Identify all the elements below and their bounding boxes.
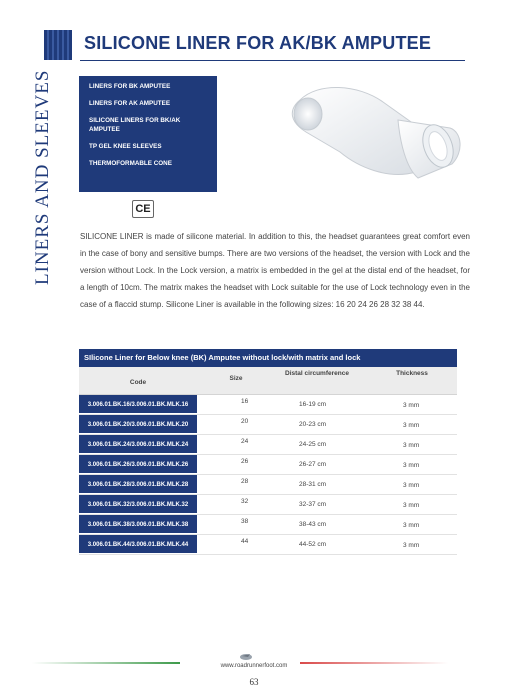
cell-size: 38 [241, 518, 249, 525]
cell-distal: 28-31 cm [299, 481, 327, 488]
cell-thickness: 3 mm [403, 402, 420, 409]
cell-code: 3.006.01.BK.28/3.006.01.BK.MLK.28 [79, 475, 197, 494]
header-accent-bar [44, 30, 72, 60]
menu-item-bk-liners[interactable]: LINERS FOR BK AMPUTEE [89, 83, 171, 90]
table-header-row [79, 367, 457, 395]
section-side-label [28, 69, 58, 285]
footer-website-link[interactable]: www.roadrunnerfoot.com [220, 663, 288, 669]
menu-item-silicone-liners[interactable]: SILICONE LINERS FOR BK/AK AMPUTEE [89, 117, 181, 133]
product-category-menu [79, 76, 217, 192]
side-label-text: LINERS AND SLEEVES [32, 69, 53, 285]
menu-item-gel-knee-sleeves[interactable]: TP GEL KNEE SLEEVES [89, 143, 162, 150]
title-underline [80, 60, 465, 61]
table-row [79, 495, 457, 515]
ce-certification-icon: CE [132, 200, 154, 218]
table-row [79, 435, 457, 455]
cell-size: 24 [241, 438, 249, 445]
column-header-thickness: Thickness [396, 370, 428, 377]
cell-code: 3.006.01.BK.16/3.006.01.BK.MLK.16 [79, 395, 197, 414]
table-row [79, 395, 457, 415]
cell-distal: 32-37 cm [299, 501, 327, 508]
cell-code: 3.006.01.BK.24/3.006.01.BK.MLK.24 [79, 435, 197, 454]
cell-size: 32 [241, 498, 249, 505]
product-description: SILICONE LINER is made of silicone material. In addition to this, the headset guarantees great comfort even in the case of bony and sensitive bumps. There are two versions of the headset, the version with Lock and the version without Lock. In the Lock version, a matrix is embedded in the gel at the distal end of the headset, for a length of 10cm. The matrix makes the headset with Lock suitable for the use of Lock technology even in the case of a flaccid stump. Silicone Liner is available in the following sizes: 16 20 24 26 28 32 38 44. [80, 232, 470, 309]
cell-distal: 24-25 cm [299, 441, 327, 448]
page-number: 63 [249, 677, 259, 687]
cell-distal: 20-23 cm [299, 421, 327, 428]
menu-item-ak-liners[interactable]: LINERS FOR AK AMPUTEE [89, 100, 171, 107]
cell-size: 28 [241, 478, 249, 485]
cell-size: 16 [241, 398, 249, 405]
table-row [79, 415, 457, 435]
cell-thickness: 3 mm [403, 422, 420, 429]
cell-distal: 16-19 cm [299, 401, 327, 408]
column-header-distal: Distal circumference [285, 370, 349, 377]
cell-thickness: 3 mm [403, 442, 420, 449]
cell-thickness: 3 mm [403, 462, 420, 469]
cell-code: 3.006.01.BK.20/3.006.01.BK.MLK.20 [79, 415, 197, 434]
table-row [79, 515, 457, 535]
cell-size: 44 [241, 538, 249, 545]
sizes-table [79, 349, 457, 559]
roadrunner-logo-icon [238, 651, 254, 661]
column-header-code: Code [129, 379, 147, 386]
menu-item-thermoformable-cone[interactable]: THERMOFORMABLE CONE [89, 160, 172, 167]
cell-distal: 26-27 cm [299, 461, 327, 468]
cell-thickness: 3 mm [403, 502, 420, 509]
cell-size: 20 [241, 418, 249, 425]
cell-thickness: 3 mm [403, 522, 420, 529]
cell-code: 3.006.01.BK.44/3.006.01.BK.MLK.44 [79, 535, 197, 554]
cell-thickness: 3 mm [403, 542, 420, 549]
cell-code: 3.006.01.BK.26/3.006.01.BK.MLK.26 [79, 455, 197, 474]
cell-distal: 38-43 cm [299, 521, 327, 528]
cell-thickness: 3 mm [403, 482, 420, 489]
silicone-liner-product-image [278, 72, 468, 187]
cell-code: 3.006.01.BK.38/3.006.01.BK.MLK.38 [79, 515, 197, 534]
cell-distal: 44-52 cm [299, 541, 327, 548]
page-title: SILICONE LINER FOR AK/BK AMPUTEE [84, 33, 432, 53]
cell-code: 3.006.01.BK.32/3.006.01.BK.MLK.32 [79, 495, 197, 514]
table-row [79, 455, 457, 475]
table-row [79, 535, 457, 555]
column-header-size: Size [229, 375, 243, 382]
table-title: SIlicone Liner for Below knee (BK) Amputee without lock/with matrix and lock [79, 349, 457, 367]
table-row [79, 475, 457, 495]
cell-size: 26 [241, 458, 249, 465]
